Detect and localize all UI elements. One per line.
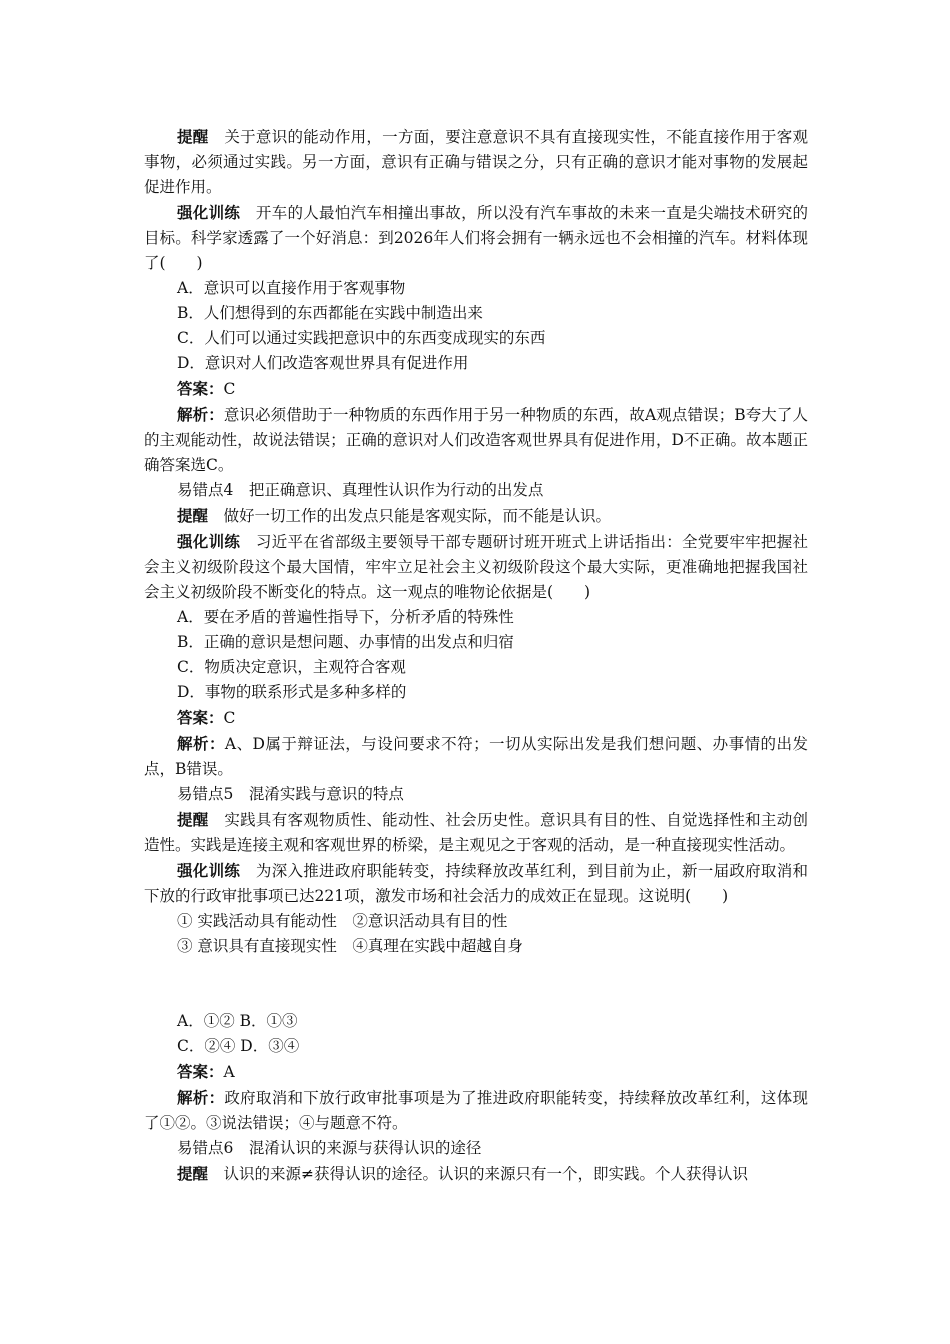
analysis-text: A、D属于辩证法，与设问要求不符；一切从实际出发是我们想问题、办事情的出发点，B错误。: [144, 735, 808, 778]
exercise-text: 开车的人最怕汽车相撞出事故，所以没有汽车事故的未来一直是尖端技术研究的目标。科学家透露了一个好消息：到2026年人们将会拥有一辆永远也不会相撞的汽车。材料体现了( ): [144, 204, 808, 272]
paragraph-tip: [144, 1161, 808, 1187]
option-d: D．意识对人们改造客观世界具有促进作用: [177, 354, 469, 372]
tip-text: 认识的来源≠获得认识的途径。认识的来源只有一个，即实践。个人获得认识: [208, 1165, 749, 1183]
error-point-heading: 易错点6 混淆认识的来源与获得认识的途径: [177, 1139, 482, 1157]
label-tip: 提醒: [177, 127, 209, 146]
option-b: B．正确的意识是想问题、办事情的出发点和归宿: [177, 633, 514, 651]
tip-text: 做好一切工作的出发点只能是客观实际，而不能是认识。: [208, 507, 612, 525]
option-c: C．物质决定意识，主观符合客观: [177, 658, 406, 676]
analysis-text: 意识必须借助于一种物质的东西作用于另一种物质的东西，故A观点错误；B夸大了人的主观能动性，故说法错误；正确的意识对人们改造客观世界具有促进作用，D不正确。故本题正确答案选C。: [144, 406, 808, 474]
statement-line: ① 实践活动具有能动性 ②意识活动具有目的性: [177, 912, 508, 930]
label-analysis: 解析：: [177, 1088, 225, 1107]
analysis-paragraph: [144, 402, 808, 478]
analysis-paragraph: [144, 1085, 808, 1136]
tip-text: 关于意识的能动作用，一方面，要注意意识不具有直接现实性，不能直接作用于客观事物，必须通过实践。另一方面，意识有正确与错误之分，只有正确的意识才能对事物的发展起促进作用。: [144, 128, 808, 196]
blank-gap: [144, 959, 808, 1009]
error-point-heading: 易错点5 混淆实践与意识的特点: [177, 785, 404, 803]
label-exercise: 强化训练: [177, 861, 241, 880]
paragraph-exercise: [144, 529, 808, 605]
option-d: D．事物的联系形式是多种多样的: [177, 683, 407, 701]
answer-line: [144, 1059, 808, 1085]
label-answer: 答案：: [177, 708, 224, 727]
exercise-text: 习近平在省部级主要领导干部专题研讨班开班式上讲话指出：全党要牢牢把握社会主义初级阶段这个最大国情，牢牢立足社会主义初级阶段这个最大实际，更准确地把握我国社会主义初级阶段不断变化的特点。这一观点的唯物论依据是( ): [144, 533, 808, 601]
option-a: A．要在矛盾的普遍性指导下，分析矛盾的特殊性: [177, 608, 514, 626]
analysis-text: 政府取消和下放行政审批事项是为了推进政府职能转变，持续释放改革红利，这体现了①②。③说法错误；④与题意不符。: [144, 1089, 808, 1132]
answer-value: A: [223, 1063, 235, 1081]
label-exercise: 强化训练: [177, 203, 241, 222]
document-page: [144, 124, 808, 1187]
option-c: C．人们可以通过实践把意识中的东西变成现实的东西: [177, 329, 546, 347]
label-analysis: 解析：: [177, 405, 224, 424]
error-point-heading: 易错点4 把正确意识、真理性认识作为行动的出发点: [177, 481, 544, 499]
label-analysis: 解析：: [177, 734, 225, 753]
option-b: B．人们想得到的东西都能在实践中制造出来: [177, 304, 483, 322]
label-tip: 提醒: [177, 1164, 209, 1183]
label-exercise: 强化训练: [177, 532, 241, 551]
paragraph-tip: [144, 124, 808, 200]
tip-text: 实践具有客观物质性、能动性、社会历史性。意识具有目的性、自觉选择性和主动创造性。实践是连接主观和客观世界的桥梁，是主观见之于客观的活动，是一种直接现实性活动。: [144, 811, 808, 854]
exercise-text: 为深入推进政府职能转变，持续释放改革红利，到目前为止，新一届政府取消和下放的行政审批事项已达221项，激发市场和社会活力的成效正在显现。这说明( ): [144, 862, 808, 905]
option-a: A．意识可以直接作用于客观事物: [177, 279, 406, 297]
choice-line: C．②④ D．③④: [177, 1037, 300, 1055]
choice-line: A．①② B．①③: [177, 1012, 298, 1030]
answer-line: [144, 705, 808, 731]
answer-value: C: [223, 709, 236, 727]
label-tip: 提醒: [177, 506, 209, 525]
paragraph-tip: [144, 807, 808, 858]
statement-line: ③ 意识具有直接现实性 ④真理在实践中超越自身: [177, 937, 523, 955]
label-answer: 答案：: [177, 379, 224, 398]
analysis-paragraph: [144, 731, 808, 782]
label-answer: 答案：: [177, 1062, 224, 1081]
paragraph-tip: [144, 503, 808, 529]
answer-value: C: [223, 380, 236, 398]
paragraph-exercise: [144, 858, 808, 909]
label-tip: 提醒: [177, 810, 209, 829]
paragraph-exercise: [144, 200, 808, 276]
answer-line: [144, 376, 808, 402]
